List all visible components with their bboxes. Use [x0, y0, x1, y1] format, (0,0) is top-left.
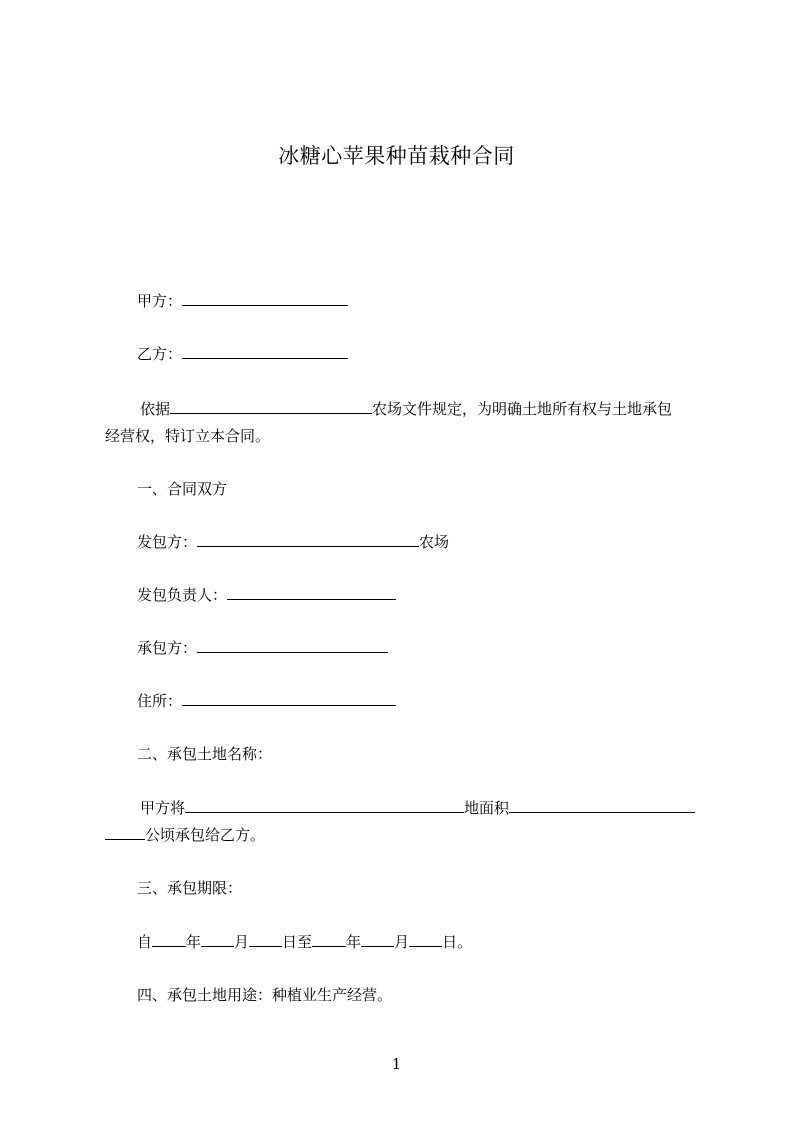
term-year-1: 年: [186, 933, 202, 951]
issuer-label: 发包方：: [137, 533, 198, 551]
issuer-line: [137, 531, 449, 553]
term-month-1: 月: [234, 933, 250, 951]
start-year-blank[interactable]: [152, 931, 186, 947]
term-day-to: 日至: [282, 933, 313, 951]
term-day-end: 日。: [442, 933, 473, 951]
land-name-blank[interactable]: [185, 797, 464, 813]
address-blank[interactable]: [182, 690, 396, 706]
land-end: 公顷承包给乙方。: [145, 826, 266, 844]
land-line: [140, 797, 695, 819]
issuer-head-line: [137, 584, 396, 606]
party-b-label: 乙方：: [137, 345, 183, 363]
party-a-label: 甲方：: [137, 292, 183, 310]
land-area-blank[interactable]: [509, 797, 695, 813]
basis-blank[interactable]: [170, 398, 372, 414]
issuer-suffix: 农场: [419, 533, 450, 551]
section-4-heading: 四、承包土地用途：种植业生产经营。: [137, 986, 393, 1004]
issuer-head-blank[interactable]: [227, 584, 396, 600]
party-b-line: [137, 343, 348, 365]
term-month-2: 月: [394, 933, 410, 951]
party-a-line: [137, 290, 348, 312]
basis-continuation-line: [105, 425, 270, 447]
contractor-line: [137, 637, 388, 659]
land-area-blank-continued[interactable]: [105, 824, 145, 840]
contractor-blank[interactable]: [197, 637, 388, 653]
party-b-blank[interactable]: [182, 343, 348, 359]
party-a-blank[interactable]: [182, 290, 348, 306]
section-1-heading: 一、合同双方: [137, 480, 228, 498]
issuer-head-label: 发包负责人：: [137, 586, 228, 604]
section-3-heading: 三、承包期限：: [137, 879, 243, 897]
term-line: [137, 931, 472, 953]
issuer-blank[interactable]: [197, 531, 419, 547]
term-from: 自: [137, 933, 153, 951]
basis-continuation: 经营权，特订立本合同。: [105, 427, 271, 445]
end-year-blank[interactable]: [312, 931, 346, 947]
contractor-label: 承包方：: [137, 639, 198, 657]
end-day-blank[interactable]: [409, 931, 442, 947]
land-mid: 地面积: [464, 799, 510, 817]
document-title: 冰糖心苹果种苗栽种合同: [278, 144, 515, 168]
end-month-blank[interactable]: [361, 931, 394, 947]
land-continuation-line: [105, 824, 265, 846]
basis-line: [140, 398, 672, 420]
start-month-blank[interactable]: [201, 931, 234, 947]
basis-prefix: 依据: [140, 400, 171, 418]
land-prefix: 甲方将: [140, 799, 186, 817]
address-line: [137, 690, 396, 712]
basis-suffix: 农场文件规定，为明确土地所有权与土地承包: [372, 400, 673, 418]
page-number: 1: [391, 1055, 402, 1073]
start-day-blank[interactable]: [249, 931, 282, 947]
address-label: 住所：: [137, 692, 183, 710]
term-year-2: 年: [346, 933, 362, 951]
section-2-heading: 二、承包土地名称：: [137, 745, 273, 763]
